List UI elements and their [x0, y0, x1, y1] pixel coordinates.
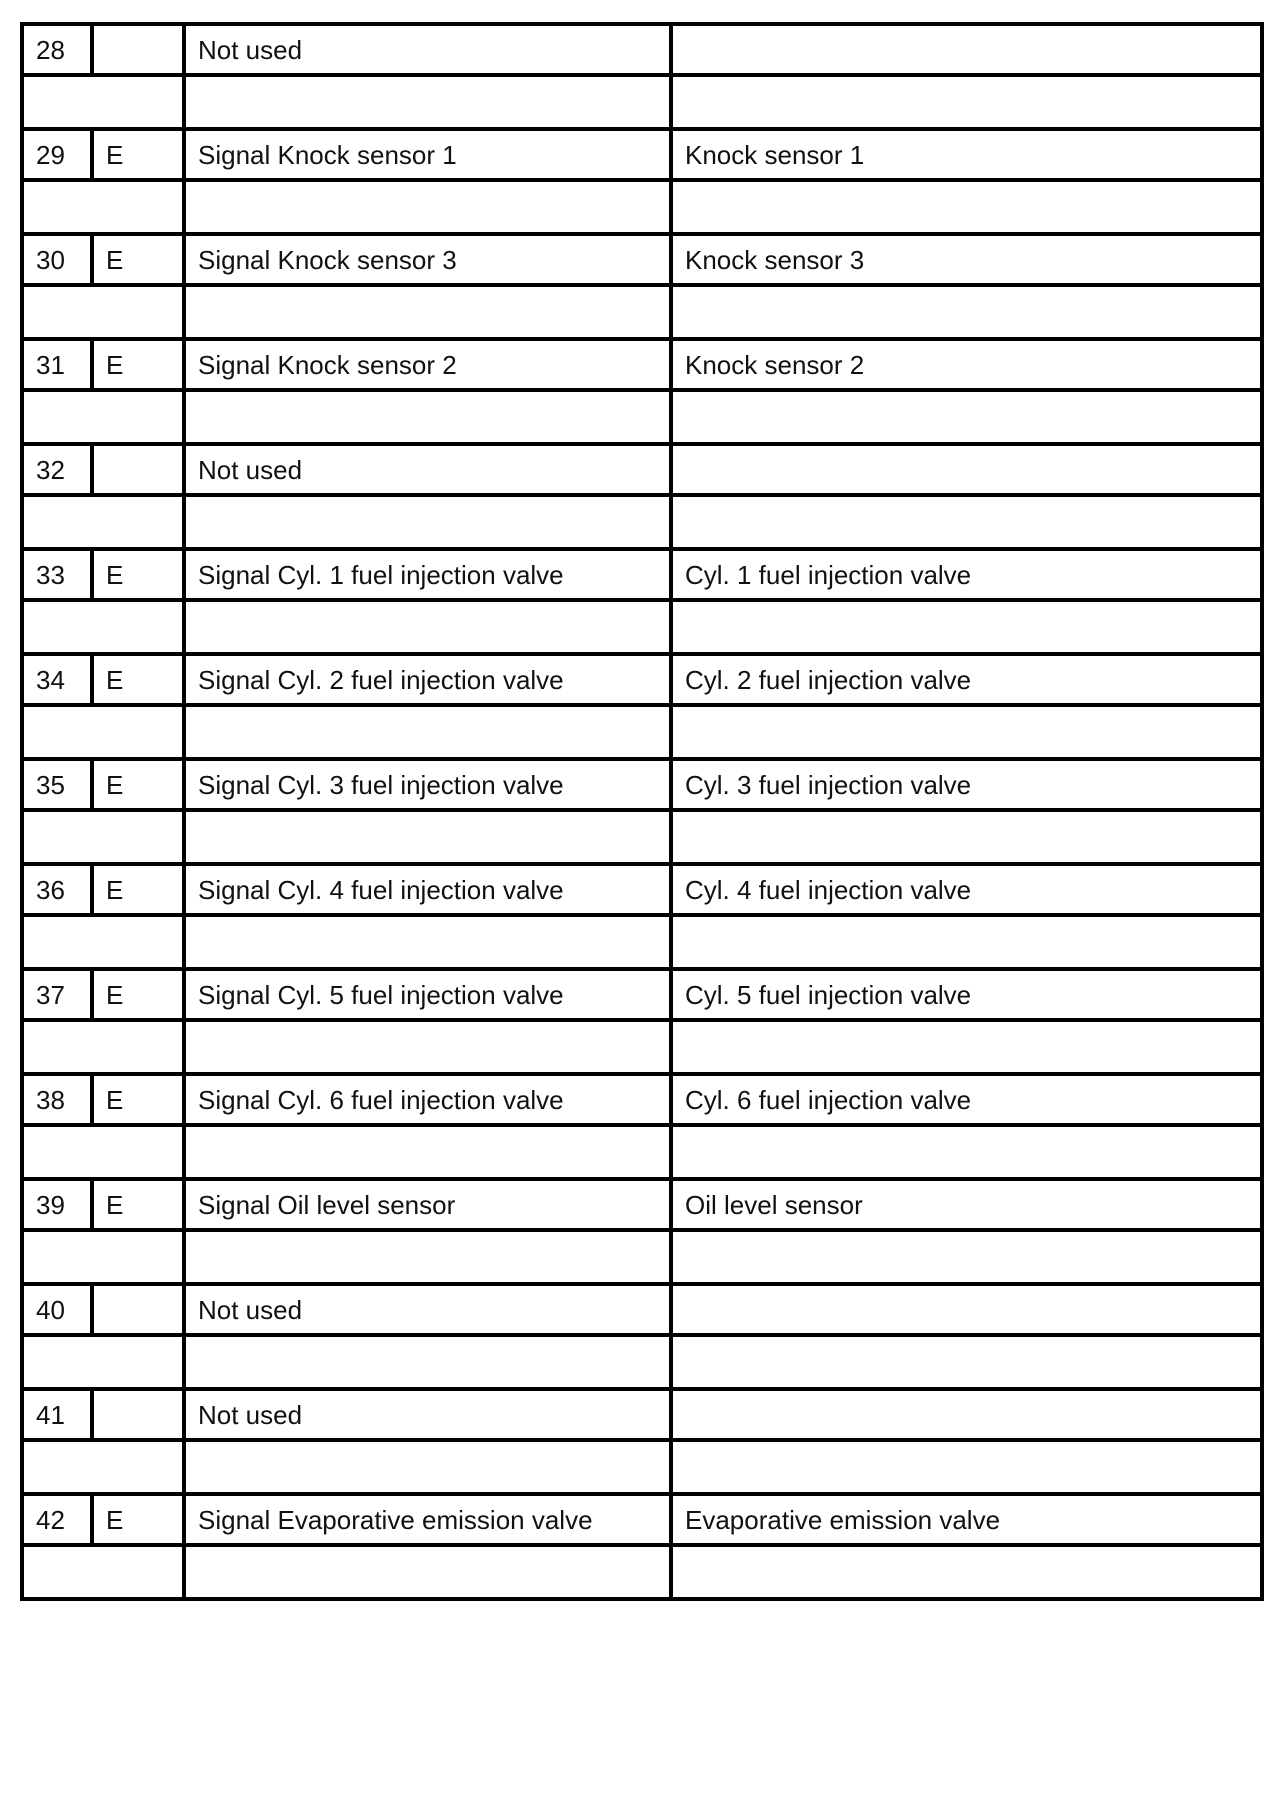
pin-number-cell: 39 — [22, 1179, 92, 1230]
spacer-cell — [22, 915, 184, 969]
spacer-cell — [22, 1230, 184, 1284]
pin-number-cell: 28 — [22, 24, 92, 75]
table-row — [22, 654, 1262, 705]
spacer-cell — [184, 1335, 671, 1389]
spacer-cell — [671, 810, 1262, 864]
pin-number-cell: 42 — [22, 1494, 92, 1545]
component-cell: Oil level sensor — [671, 1179, 1262, 1230]
spacer-cell — [22, 600, 184, 654]
table-row — [22, 1179, 1262, 1230]
spacer-row — [22, 285, 1262, 339]
signal-description-cell: Not used — [184, 1389, 671, 1440]
table-row — [22, 234, 1262, 285]
pin-number-cell: 31 — [22, 339, 92, 390]
signal-description-cell: Not used — [184, 444, 671, 495]
spacer-cell — [184, 915, 671, 969]
table-row — [22, 1284, 1262, 1335]
component-cell: Knock sensor 3 — [671, 234, 1262, 285]
signal-type-cell — [92, 24, 184, 75]
signal-type-cell: E — [92, 654, 184, 705]
spacer-row — [22, 705, 1262, 759]
spacer-row — [22, 180, 1262, 234]
pin-number-cell: 34 — [22, 654, 92, 705]
spacer-row — [22, 810, 1262, 864]
component-cell: Knock sensor 1 — [671, 129, 1262, 180]
table-row — [22, 1494, 1262, 1545]
pin-number-cell: 30 — [22, 234, 92, 285]
spacer-cell — [671, 1440, 1262, 1494]
signal-description-cell: Signal Cyl. 3 fuel injection valve — [184, 759, 671, 810]
spacer-cell — [671, 1125, 1262, 1179]
spacer-cell — [184, 180, 671, 234]
spacer-cell — [671, 75, 1262, 129]
table-row — [22, 339, 1262, 390]
spacer-cell — [184, 1020, 671, 1074]
pin-number-cell: 29 — [22, 129, 92, 180]
spacer-cell — [184, 1545, 671, 1599]
spacer-cell — [184, 285, 671, 339]
signal-description-cell: Signal Cyl. 2 fuel injection valve — [184, 654, 671, 705]
signal-description-cell: Not used — [184, 1284, 671, 1335]
spacer-cell — [22, 705, 184, 759]
spacer-row — [22, 600, 1262, 654]
spacer-cell — [184, 390, 671, 444]
pin-assignment-table — [20, 22, 1264, 1601]
spacer-cell — [184, 75, 671, 129]
signal-type-cell: E — [92, 549, 184, 600]
spacer-cell — [22, 1545, 184, 1599]
pin-number-cell: 38 — [22, 1074, 92, 1125]
spacer-cell — [184, 705, 671, 759]
spacer-cell — [671, 1020, 1262, 1074]
spacer-cell — [671, 600, 1262, 654]
spacer-row — [22, 1545, 1262, 1599]
component-cell: Cyl. 3 fuel injection valve — [671, 759, 1262, 810]
spacer-cell — [671, 1230, 1262, 1284]
table-row — [22, 759, 1262, 810]
component-cell: Cyl. 6 fuel injection valve — [671, 1074, 1262, 1125]
signal-description-cell: Signal Knock sensor 1 — [184, 129, 671, 180]
signal-type-cell: E — [92, 1074, 184, 1125]
spacer-row — [22, 1125, 1262, 1179]
table-row — [22, 864, 1262, 915]
table-row — [22, 1074, 1262, 1125]
spacer-row — [22, 1020, 1262, 1074]
spacer-cell — [22, 810, 184, 864]
component-cell — [671, 444, 1262, 495]
signal-description-cell: Signal Oil level sensor — [184, 1179, 671, 1230]
table-row — [22, 24, 1262, 75]
signal-type-cell: E — [92, 969, 184, 1020]
signal-description-cell: Signal Cyl. 1 fuel injection valve — [184, 549, 671, 600]
pin-number-cell: 41 — [22, 1389, 92, 1440]
spacer-cell — [671, 285, 1262, 339]
pin-number-cell: 35 — [22, 759, 92, 810]
spacer-cell — [22, 495, 184, 549]
signal-type-cell: E — [92, 1494, 184, 1545]
component-cell: Cyl. 4 fuel injection valve — [671, 864, 1262, 915]
table-row — [22, 129, 1262, 180]
spacer-cell — [184, 1230, 671, 1284]
pin-number-cell: 40 — [22, 1284, 92, 1335]
component-cell: Cyl. 1 fuel injection valve — [671, 549, 1262, 600]
spacer-cell — [671, 495, 1262, 549]
signal-description-cell: Signal Knock sensor 2 — [184, 339, 671, 390]
spacer-cell — [671, 1335, 1262, 1389]
component-cell — [671, 1284, 1262, 1335]
signal-type-cell: E — [92, 234, 184, 285]
table-row — [22, 969, 1262, 1020]
signal-type-cell: E — [92, 129, 184, 180]
spacer-row — [22, 390, 1262, 444]
component-cell — [671, 24, 1262, 75]
spacer-cell — [184, 600, 671, 654]
pin-number-cell: 37 — [22, 969, 92, 1020]
pin-number-cell: 32 — [22, 444, 92, 495]
spacer-cell — [671, 915, 1262, 969]
signal-description-cell: Signal Cyl. 4 fuel injection valve — [184, 864, 671, 915]
spacer-cell — [671, 1545, 1262, 1599]
spacer-cell — [184, 1125, 671, 1179]
signal-type-cell — [92, 1284, 184, 1335]
signal-type-cell: E — [92, 864, 184, 915]
pin-table-body — [22, 24, 1262, 1599]
pin-number-cell: 36 — [22, 864, 92, 915]
signal-description-cell: Signal Evaporative emission valve — [184, 1494, 671, 1545]
spacer-cell — [184, 1440, 671, 1494]
spacer-cell — [184, 810, 671, 864]
spacer-cell — [22, 390, 184, 444]
spacer-cell — [671, 705, 1262, 759]
signal-description-cell: Not used — [184, 24, 671, 75]
signal-type-cell: E — [92, 1179, 184, 1230]
spacer-cell — [22, 1335, 184, 1389]
component-cell: Cyl. 5 fuel injection valve — [671, 969, 1262, 1020]
signal-description-cell: Signal Cyl. 6 fuel injection valve — [184, 1074, 671, 1125]
spacer-row — [22, 1335, 1262, 1389]
component-cell: Evaporative emission valve — [671, 1494, 1262, 1545]
spacer-row — [22, 915, 1262, 969]
spacer-cell — [22, 1020, 184, 1074]
signal-type-cell — [92, 444, 184, 495]
spacer-row — [22, 75, 1262, 129]
component-cell — [671, 1389, 1262, 1440]
spacer-cell — [22, 1440, 184, 1494]
component-cell: Knock sensor 2 — [671, 339, 1262, 390]
signal-description-cell: Signal Knock sensor 3 — [184, 234, 671, 285]
spacer-cell — [22, 285, 184, 339]
spacer-cell — [671, 390, 1262, 444]
table-row — [22, 1389, 1262, 1440]
table-row — [22, 549, 1262, 600]
spacer-row — [22, 495, 1262, 549]
spacer-cell — [22, 75, 184, 129]
spacer-cell — [22, 1125, 184, 1179]
spacer-row — [22, 1230, 1262, 1284]
spacer-cell — [22, 180, 184, 234]
signal-type-cell: E — [92, 339, 184, 390]
spacer-row — [22, 1440, 1262, 1494]
signal-type-cell — [92, 1389, 184, 1440]
signal-type-cell: E — [92, 759, 184, 810]
pin-number-cell: 33 — [22, 549, 92, 600]
signal-description-cell: Signal Cyl. 5 fuel injection valve — [184, 969, 671, 1020]
table-row — [22, 444, 1262, 495]
spacer-cell — [184, 495, 671, 549]
spacer-cell — [671, 180, 1262, 234]
component-cell: Cyl. 2 fuel injection valve — [671, 654, 1262, 705]
